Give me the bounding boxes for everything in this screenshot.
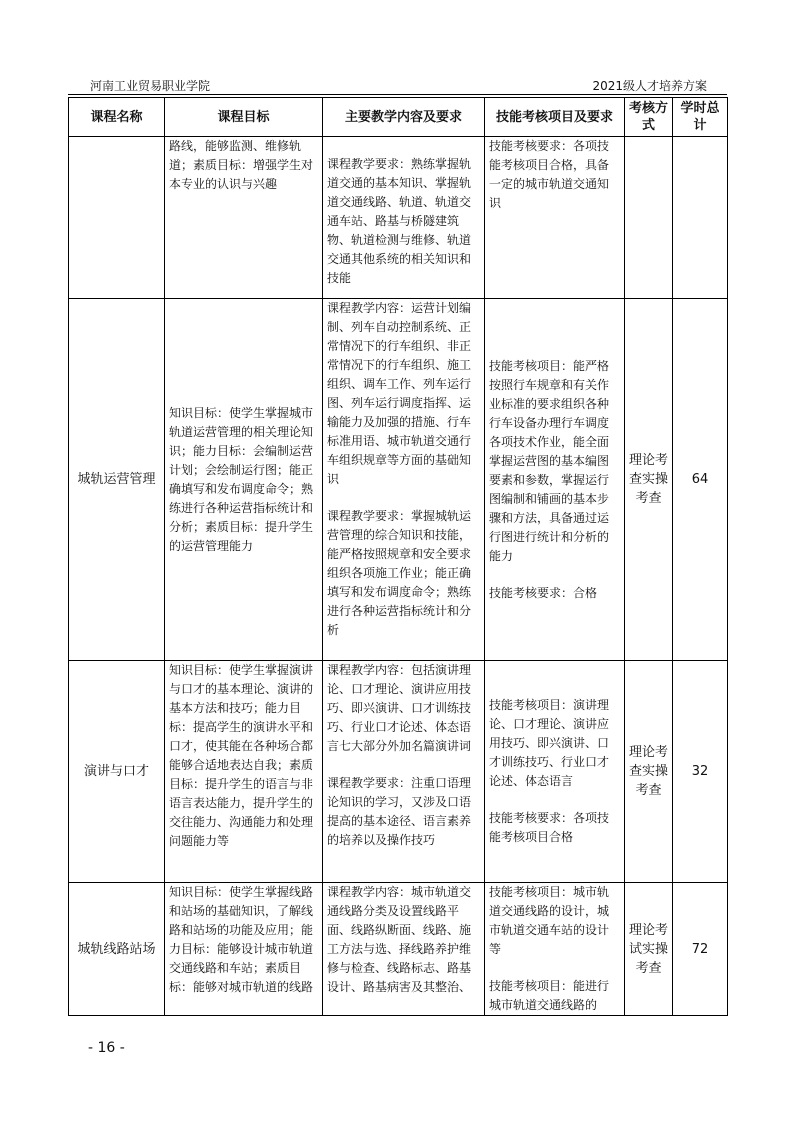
col-header-exam: 考核方式 xyxy=(625,98,673,137)
course-exam: 理论考查实操考查 xyxy=(625,299,673,661)
course-name: 城轨运营管理 xyxy=(69,299,165,661)
course-exam xyxy=(625,137,673,299)
course-goal: 知识目标：使学生掌握线路和站场的基础知识，了解线路和站场的功能及应用；能力目标：能够设计城市轨道交通线路和车站；素质目标：能够对城市轨道的线路 xyxy=(165,883,323,1016)
course-hours xyxy=(673,137,728,299)
col-header-hours: 学时总计 xyxy=(673,98,728,137)
table-row xyxy=(69,137,728,299)
course-goal: 知识目标：使学生掌握城市轨道运营管理的相关理论知识；能力目标：会编制运营计划；会绘制运行图；能正确填写和发布调度命令；熟练进行各种运营指标统计和分析；素质目标：提升学生的运营管理能力 xyxy=(165,299,323,661)
course-content: 课程教学要求：熟练掌握轨道交通的基本知识、掌握轨道交通线路、轨道、轨道交通车站、路基与桥隧建筑物、轨道检测与维修、轨道交通其他系统的相关知识和技能 xyxy=(323,137,485,299)
course-name: 演讲与口才 xyxy=(69,661,165,883)
course-skills: 技能考核项目：演讲理论、口才理论、演讲应用技巧、即兴演讲、口才训练技巧、行业口才论述、体态语言 技能考核要求：各项技能考核项目合格 xyxy=(485,661,625,883)
page-number: - 16 - xyxy=(88,1040,125,1056)
course-hours: 72 xyxy=(673,883,728,1016)
header-doc-title: 2021级人才培养方案 xyxy=(592,79,707,93)
course-hours: 64 xyxy=(673,299,728,661)
course-goal: 知识目标：使学生掌握演讲与口才的基本理论、演讲的基本方法和技巧；能力目标：提高学生的演讲水平和口才，使其能在各种场合都能够合适地表达自我；素质目标：提升学生的语言与非语言表达能力，提升学生的交往能力、沟通能力和处理问题能力等 xyxy=(165,661,323,883)
course-name: 城轨线路站场 xyxy=(69,883,165,1016)
header-school: 河南工业贸易职业学院 xyxy=(90,79,211,93)
course-content: 课程教学内容：城市轨道交通线路分类及设置线路平面、线路纵断面、线路、施工方法与选、择线路养护维修与检查、线路标志、路基设计、路基病害及其整治、 xyxy=(323,883,485,1016)
col-header-content: 主要教学内容及要求 xyxy=(323,98,485,137)
course-table xyxy=(68,97,728,1016)
table-row xyxy=(69,661,728,883)
col-header-name: 课程名称 xyxy=(69,98,165,137)
table-row xyxy=(69,883,728,1016)
table-header-row xyxy=(69,98,728,137)
course-content: 课程教学内容：包括演讲理论、口才理论、演讲应用技巧、即兴演讲、口才训练技巧、行业口才论述、体态语言七大部分外加名篇演讲词 课程教学要求：注重口语理论知识的学习，又涉及口语提高的基本途径、语言素养的培养以及操作技巧 xyxy=(323,661,485,883)
col-header-skills: 技能考核项目及要求 xyxy=(485,98,625,137)
col-header-goal: 课程目标 xyxy=(165,98,323,137)
course-hours: 32 xyxy=(673,661,728,883)
course-skills: 技能考核项目：城市轨道交通线路的设计，城市轨道交通车站的设计等 技能考核项目：能进行城市轨道交通线路的 xyxy=(485,883,625,1016)
header-rule xyxy=(68,94,727,95)
course-skills: 技能考核项目：能严格按照行车规章和有关作业标准的要求组织各种行车设备办理行车调度各项技术作业，能全面掌握运营图的基本编图要素和参数，掌握运行图编制和铺画的基本步骤和方法，具备通过运行图进行统计和分析的能力 技能考核要求：合格 xyxy=(485,299,625,661)
course-goal: 路线，能够监测、维修轨道；素质目标：增强学生对本专业的认识与兴趣 xyxy=(165,137,323,299)
course-content: 课程教学内容：运营计划编制、列车自动控制系统、正常情况下的行车组织、非正常情况下的行车组织、施工组织、调车工作、列车运行图、列车运行调度指挥、运输能力及加强的措施、行车标准用语、城市轨道交通行车组织规章等方面的基础知识 课程教学要求：掌握城轨运营管理的综合知识和技能，能严格按照规章和安全要求组织各项施工作业；能正确填写和发布调度命令；熟练进行各种运营指标统计和分析 xyxy=(323,299,485,661)
course-exam: 理论考试实操考查 xyxy=(625,883,673,1016)
table-row xyxy=(69,299,728,661)
course-exam: 理论考查实操考查 xyxy=(625,661,673,883)
course-name xyxy=(69,137,165,299)
course-skills: 技能考核要求：各项技能考核项目合格，具备一定的城市轨道交通知识 xyxy=(485,137,625,299)
